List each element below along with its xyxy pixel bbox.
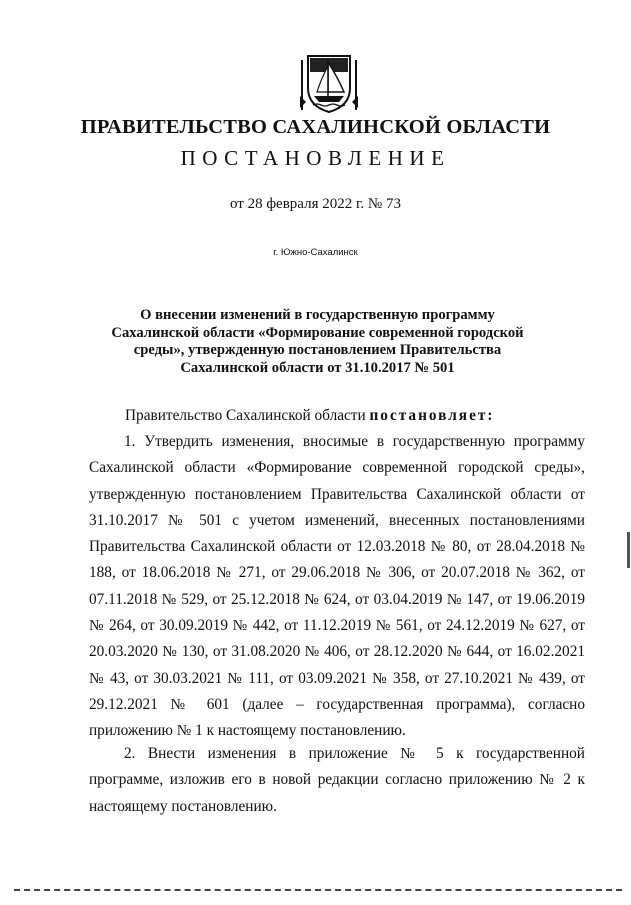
intro-decision-word: постановляет: bbox=[369, 407, 495, 424]
city-label: г. Южно-Сахалинск bbox=[273, 247, 358, 258]
document-date-number: от 28 февраля 2022 г. № 73 bbox=[229, 196, 401, 212]
scan-bottom-edge bbox=[14, 889, 622, 891]
intro-prefix: Правительство Сахалинской области bbox=[125, 407, 370, 424]
government-title: ПРАВИТЕЛЬСТВО САХАЛИНСКОЙ ОБЛАСТИ bbox=[80, 116, 551, 138]
sakhalin-coat-of-arms-icon bbox=[300, 52, 358, 114]
scan-edge-mark bbox=[627, 532, 630, 568]
paragraph-1: 1. Утвердить изменения, вносимые в государственную программу Сахалинской области «Формирование современной городской среды», утвержденную постановлением Правительства Сахалинской области от 31.10.2017 № 501 с учетом изменений, внесенных постановлениями Правительства Сахалинской области от 12.03.2018 № 80, от 28.04.2018 № 188, от 18.06.2018 № 271, от 29.06.2018 № 306, от 20.07.2018 № 362, от 07.11.2018 № 529, от 25.12.2018 № 624, от 03.04.2019 № 147, от 19.06.2019 № 264, от 30.09.2019 № 442, от 11.12.2019 № 561, от 24.12.2019 № 627, от 20.03.2020 № 130, от 31.08.2020 № 406, от 28.12.2020 № 644, от 16.02.2021 № 43, от 30.03.2021 № 111, от 03.09.2021 № 358, от 27.10.2021 № 439, от 29.12.2021 № 601 (далее – государственная программа), согласно приложению № 1 к настоящему постановлению. bbox=[89, 433, 585, 740]
intro-line bbox=[125, 407, 494, 425]
paragraph-2: 2. Внести изменения в приложение № 5 к государственной программе, изложив его в новой редакции согласно приложению № 2 к настоящему постановлению. bbox=[89, 745, 585, 815]
document-subject: О внесении изменений в государственную программу Сахалинской области «Формирование современной городской среды», утвержденную постановлением Правительства Сахалинской области от 31.10.2017 № 501 bbox=[111, 307, 524, 376]
document-type-heading: ПОСТАНОВЛЕНИЕ bbox=[180, 146, 451, 170]
